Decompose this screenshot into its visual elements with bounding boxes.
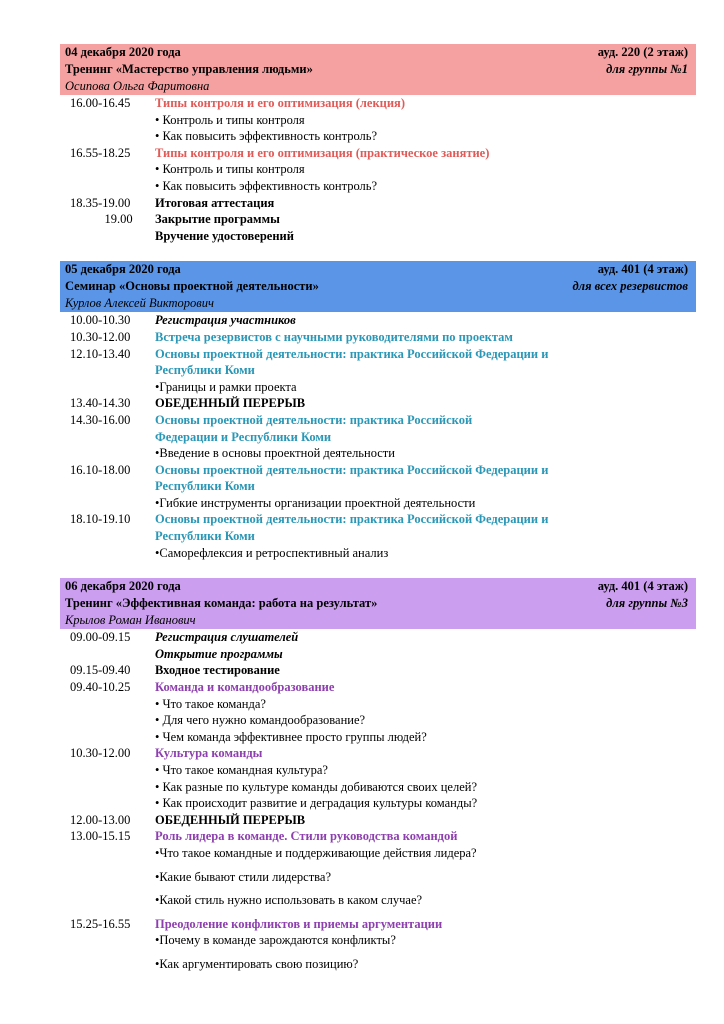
session-title: Регистрация слушателей <box>155 630 299 645</box>
time-slot: 18.10-19.10 <box>70 512 131 527</box>
time-slot: 16.00-16.45 <box>70 96 131 110</box>
session-title: Входное тестирование <box>155 663 280 678</box>
schedule-row <box>60 828 696 845</box>
schedule-row <box>60 779 696 796</box>
day-header-3 <box>60 578 696 629</box>
schedule-row <box>60 445 696 462</box>
session-title-cont: Федерации и Республики Коми <box>155 429 332 444</box>
schedule-row <box>60 528 696 545</box>
schedule-row <box>60 128 696 145</box>
day-block-2 <box>60 261 696 561</box>
schedule-row <box>60 462 696 479</box>
teacher-name: Осипова Ольга Фаритовна <box>65 79 210 93</box>
session-title: Типы контроля и его оптимизация (лекция) <box>155 96 405 110</box>
event-title: Семинар «Основы проектной деятельности» <box>65 279 319 294</box>
schedule-row <box>60 329 696 346</box>
schedule-row <box>60 545 696 562</box>
room-label: ауд. 401 (4 этаж) <box>597 262 688 277</box>
session-title-cont: Республики Коми <box>155 529 255 544</box>
schedule-row <box>60 145 696 162</box>
session-title-cont: Республики Коми <box>155 363 255 378</box>
group-label: для группы №1 <box>606 62 688 76</box>
bullet-item: •Почему в команде зарождаются конфликты? <box>155 933 396 948</box>
schedule-row <box>60 892 696 909</box>
schedule-row <box>60 845 696 862</box>
session-title-cont: Республики Коми <box>155 479 255 494</box>
session-title: ОБЕДЕННЫЙ ПЕРЕРЫВ <box>155 396 306 411</box>
teacher-name: Крылов Роман Иванович <box>65 613 196 628</box>
schedule-row <box>60 195 696 212</box>
time-slot: 16.55-18.25 <box>70 145 131 160</box>
teacher-name: Курлов Алексей Викторович <box>65 296 214 311</box>
time-slot: 10.30-12.00 <box>70 746 131 761</box>
schedule-row <box>60 646 696 663</box>
room-label: ауд. 220 (2 этаж) <box>597 45 688 59</box>
bullet-item: • Для чего нужно командообразование? <box>155 713 366 728</box>
schedule-row <box>60 762 696 779</box>
bullet-item: •Какие бывают стили лидерства? <box>155 869 332 884</box>
session-title: Культура команды <box>155 746 263 761</box>
schedule-row <box>60 95 696 112</box>
schedule-row <box>60 629 696 646</box>
schedule-page <box>60 44 696 990</box>
schedule-row <box>60 395 696 412</box>
bullet-item: • Как происходит развитие и деградация культуры команды? <box>155 796 478 811</box>
session-title: Итоговая аттестация <box>155 195 275 210</box>
schedule-row <box>60 346 696 363</box>
bullet-item: •Саморефлексия и ретроспективный анализ <box>155 545 389 560</box>
bullet-item: • Чем команда эффективнее просто группы людей? <box>155 729 427 744</box>
session-title: ОБЕДЕННЫЙ ПЕРЕРЫВ <box>155 812 306 827</box>
schedule-row <box>60 511 696 528</box>
schedule-row <box>60 478 696 495</box>
schedule-row <box>60 712 696 729</box>
day-header-2 <box>60 261 696 312</box>
time-slot: 16.10-18.00 <box>70 462 131 477</box>
bullet-item: • Как разные по культуре команды добиваются своих целей? <box>155 779 478 794</box>
schedule-row <box>60 112 696 129</box>
session-title: Преодоление конфликтов и приемы аргументации <box>155 916 443 931</box>
session-title: Встреча резервистов с научными руководителями по проектам <box>155 329 513 344</box>
schedule-row <box>60 211 696 228</box>
schedule-row <box>60 412 696 429</box>
schedule-row <box>60 178 696 195</box>
bullet-item: • Как повысить эффективность контроль? <box>155 129 378 144</box>
time-slot: 14.30-16.00 <box>70 412 131 427</box>
bullet-item: • Что такое командная культура? <box>155 763 328 777</box>
bullet-item: •Какой стиль нужно использовать в каком случае? <box>155 893 423 908</box>
bullet-item: •Введение в основы проектной деятельности <box>155 446 395 461</box>
time-slot: 09.40-10.25 <box>70 680 131 695</box>
bullet-item: • Что такое команда? <box>155 696 266 711</box>
schedule-row <box>60 161 696 178</box>
schedule-row <box>60 812 696 829</box>
time-slot: 13.40-14.30 <box>70 396 131 411</box>
time-slot: 18.35-19.00 <box>70 195 131 210</box>
schedule-row <box>60 495 696 512</box>
session-title: Команда и командообразование <box>155 680 335 695</box>
bullet-item: •Границы и рамки проекта <box>155 379 297 394</box>
schedule-row <box>60 228 696 245</box>
schedule-row <box>60 429 696 446</box>
event-title: Тренинг «Эффективная команда: работа на результат» <box>65 596 378 611</box>
event-title: Тренинг «Мастерство управления людьми» <box>65 62 313 76</box>
schedule-row <box>60 745 696 762</box>
room-label: ауд. 401 (4 этаж) <box>597 579 688 594</box>
schedule-row <box>60 312 696 329</box>
day-block-3 <box>60 578 696 972</box>
bullet-item: • Контроль и типы контроля <box>155 162 305 177</box>
schedule-row <box>60 795 696 812</box>
time-slot: 15.25-16.55 <box>70 916 131 931</box>
schedule-row <box>60 869 696 886</box>
session-title: Основы проектной деятельности: практика Российской Федерации и <box>155 346 549 361</box>
bullet-item: • Как повысить эффективность контроль? <box>155 178 378 193</box>
bullet-item: • Контроль и типы контроля <box>155 112 305 127</box>
schedule-row <box>60 956 696 973</box>
session-title: Основы проектной деятельности: практика Российской Федерации и <box>155 462 549 477</box>
session-title: Открытие программы <box>155 646 283 661</box>
time-slot: 09.15-09.40 <box>70 663 131 678</box>
group-label: для всех резервистов <box>572 279 688 294</box>
time-slot: 12.10-13.40 <box>70 346 131 361</box>
session-title: Типы контроля и его оптимизация (практическое занятие) <box>155 145 490 160</box>
session-title: Роль лидера в команде. Стили руководства командой <box>155 829 458 844</box>
schedule-row <box>60 662 696 679</box>
time-slot: 10.00-10.30 <box>70 313 131 328</box>
schedule-row <box>60 696 696 713</box>
time-slot: 19.00 <box>104 212 133 227</box>
day-header-1 <box>60 44 696 95</box>
session-title: Вручение удостоверений <box>155 228 294 243</box>
bullet-item: •Гибкие инструменты организации проектной деятельности <box>155 495 476 510</box>
session-title: Закрытие программы <box>155 212 280 227</box>
day-date: 06 декабря 2020 года <box>65 579 181 594</box>
schedule-row <box>60 362 696 379</box>
bullet-item: •Как аргументировать свою позицию? <box>155 956 359 971</box>
group-label: для группы №3 <box>606 596 688 611</box>
day-date: 05 декабря 2020 года <box>65 262 181 277</box>
schedule-row <box>60 379 696 396</box>
schedule-row <box>60 916 696 933</box>
schedule-row <box>60 729 696 746</box>
day-block-1 <box>60 44 696 244</box>
session-title: Регистрация участников <box>155 313 296 328</box>
day-date: 04 декабря 2020 года <box>65 45 181 59</box>
schedule-row <box>60 932 696 949</box>
session-title: Основы проектной деятельности: практика Российской <box>155 412 473 427</box>
time-slot: 10.30-12.00 <box>70 329 131 344</box>
time-slot: 13.00-15.15 <box>70 829 131 844</box>
bullet-item: •Что такое командные и поддерживающие действия лидера? <box>155 845 477 860</box>
time-slot: 12.00-13.00 <box>70 812 131 827</box>
session-title: Основы проектной деятельности: практика Российской Федерации и <box>155 512 549 527</box>
time-slot: 09.00-09.15 <box>70 630 131 645</box>
schedule-row <box>60 679 696 696</box>
